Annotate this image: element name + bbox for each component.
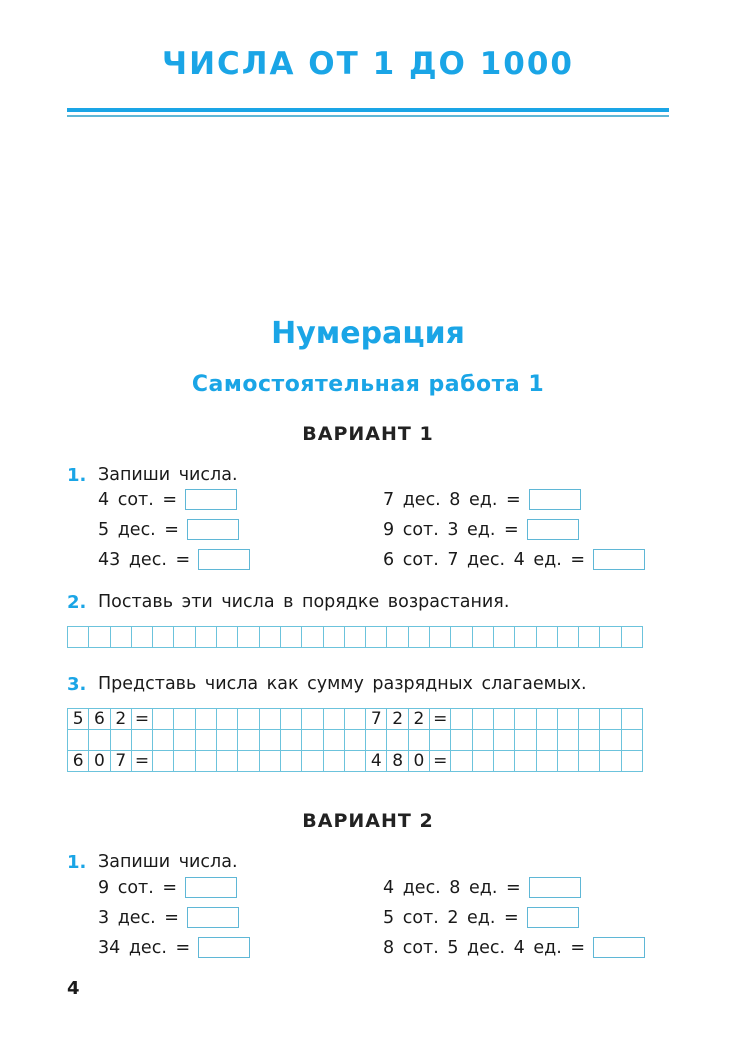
- expression-row: [383, 937, 645, 958]
- grid-cell[interactable]: [408, 627, 429, 648]
- grid-cell[interactable]: [153, 751, 174, 772]
- grid-cell[interactable]: =: [430, 751, 451, 772]
- grid-cell[interactable]: [451, 730, 472, 751]
- expression-row: [98, 907, 239, 928]
- expression-label: 34 дес. =: [98, 937, 191, 958]
- grid-cell[interactable]: [344, 709, 365, 730]
- expression-row: [98, 519, 239, 540]
- grid-cell[interactable]: [259, 751, 280, 772]
- grid-cell[interactable]: [600, 627, 621, 648]
- grid-cell[interactable]: =: [131, 751, 152, 772]
- grid-cell[interactable]: [515, 751, 536, 772]
- answer-box[interactable]: [529, 489, 581, 510]
- variant-1-heading: ВАРИАНТ 1: [302, 423, 434, 445]
- grid-cell[interactable]: 7: [110, 751, 131, 772]
- answer-box[interactable]: [527, 907, 579, 928]
- task-1-text: Запиши числа.: [98, 465, 238, 485]
- work-title: Самостоятельная работа 1: [191, 372, 545, 397]
- answer-box[interactable]: [529, 877, 581, 898]
- grid-cell[interactable]: [217, 627, 238, 648]
- grid-cell[interactable]: [472, 751, 493, 772]
- expression-row: [383, 907, 579, 928]
- expression-row: [98, 489, 237, 510]
- grid-cell[interactable]: [89, 627, 110, 648]
- grid-cell[interactable]: [68, 730, 89, 751]
- grid-cell[interactable]: [280, 730, 301, 751]
- expression-label: 4 сот. =: [98, 489, 178, 510]
- grid-cell[interactable]: 2: [110, 709, 131, 730]
- grid-cell[interactable]: 4: [366, 751, 387, 772]
- grid-cell[interactable]: [131, 627, 152, 648]
- header-rule-thick: [67, 108, 669, 112]
- grid-cell[interactable]: [280, 709, 301, 730]
- grid-cell[interactable]: [174, 751, 195, 772]
- grid-cell[interactable]: [302, 751, 323, 772]
- header-rule-thin: [67, 115, 669, 117]
- task-1-text: Запиши числа.: [98, 852, 238, 872]
- grid-cell[interactable]: [536, 627, 557, 648]
- chapter-title: ЧИСЛА ОТ 1 ДО 1000: [162, 46, 574, 82]
- page-number: 4: [67, 978, 80, 999]
- grid-cell[interactable]: [153, 709, 174, 730]
- grid-cell[interactable]: [302, 627, 323, 648]
- variant-2-heading: ВАРИАНТ 2: [302, 810, 434, 832]
- grid-cell[interactable]: [344, 730, 365, 751]
- grid-cell[interactable]: [323, 709, 344, 730]
- grid-cell[interactable]: [579, 627, 600, 648]
- expression-label: 6 сот. 7 дес. 4 ед. =: [383, 549, 586, 570]
- grid-cell[interactable]: [557, 709, 578, 730]
- grid-cell[interactable]: [259, 709, 280, 730]
- ordering-answer-grid[interactable]: [67, 626, 643, 648]
- grid-cell[interactable]: [217, 709, 238, 730]
- grid-cell[interactable]: 7: [366, 709, 387, 730]
- expression-label: 3 дес. =: [98, 907, 179, 928]
- grid-cell[interactable]: [451, 709, 472, 730]
- grid-cell[interactable]: [302, 730, 323, 751]
- expression-row: [98, 549, 250, 570]
- grid-cell[interactable]: 0: [89, 751, 110, 772]
- grid-cell[interactable]: =: [430, 709, 451, 730]
- answer-box[interactable]: [527, 519, 579, 540]
- expression-row: [383, 549, 645, 570]
- task-3-number: 3.: [67, 674, 87, 695]
- grid-cell[interactable]: [195, 709, 216, 730]
- grid-cell[interactable]: [430, 730, 451, 751]
- grid-cell[interactable]: [323, 730, 344, 751]
- grid-cell[interactable]: [557, 751, 578, 772]
- grid-cell[interactable]: [579, 709, 600, 730]
- grid-cell[interactable]: [195, 751, 216, 772]
- grid-cell[interactable]: 6: [68, 751, 89, 772]
- grid-cell[interactable]: [153, 730, 174, 751]
- grid-cell[interactable]: [515, 709, 536, 730]
- grid-cell[interactable]: [174, 730, 195, 751]
- grid-row: [68, 751, 643, 772]
- expression-row: [98, 877, 237, 898]
- grid-cell[interactable]: [323, 627, 344, 648]
- expression-label: 9 сот. 3 ед. =: [383, 519, 519, 540]
- grid-cell[interactable]: [430, 627, 451, 648]
- grid-cell[interactable]: [174, 709, 195, 730]
- grid-cell[interactable]: [451, 751, 472, 772]
- grid-cell[interactable]: =: [131, 709, 152, 730]
- grid-cell[interactable]: [153, 627, 174, 648]
- grid-cell[interactable]: [621, 751, 642, 772]
- grid-cell[interactable]: [557, 627, 578, 648]
- expression-label: 5 сот. 2 ед. =: [383, 907, 519, 928]
- place-value-answer-grid[interactable]: [67, 708, 643, 772]
- expression-row: [383, 877, 581, 898]
- answer-box[interactable]: [187, 907, 239, 928]
- expression-label: 5 дес. =: [98, 519, 179, 540]
- grid-cell[interactable]: [366, 627, 387, 648]
- answer-box[interactable]: [187, 519, 239, 540]
- answer-box[interactable]: [185, 489, 237, 510]
- grid-cell[interactable]: 2: [408, 709, 429, 730]
- grid-cell[interactable]: [238, 751, 259, 772]
- expression-label: 7 дес. 8 ед. =: [383, 489, 521, 510]
- grid-cell[interactable]: [515, 627, 536, 648]
- grid-cell[interactable]: [536, 730, 557, 751]
- grid-cell[interactable]: [493, 627, 514, 648]
- expression-row: [383, 489, 581, 510]
- grid-cell[interactable]: [259, 730, 280, 751]
- answer-box[interactable]: [185, 877, 237, 898]
- grid-cell[interactable]: [387, 730, 408, 751]
- expression-label: 4 дес. 8 ед. =: [383, 877, 521, 898]
- answer-box[interactable]: [593, 549, 645, 570]
- grid-cell[interactable]: [238, 709, 259, 730]
- grid-cell[interactable]: [600, 709, 621, 730]
- answer-box[interactable]: [198, 937, 250, 958]
- task-3-text: Представь числа как сумму разрядных слагаемых.: [98, 674, 587, 694]
- grid-cell[interactable]: [238, 627, 259, 648]
- grid-cell[interactable]: [366, 730, 387, 751]
- grid-cell[interactable]: [579, 751, 600, 772]
- task-2-text: Поставь эти числа в порядке возрастания.: [98, 592, 510, 612]
- task-1-number: 1.: [67, 852, 87, 873]
- grid-cell[interactable]: [89, 730, 110, 751]
- grid-row: [68, 627, 643, 648]
- grid-row: [68, 709, 643, 730]
- grid-cell[interactable]: [472, 627, 493, 648]
- grid-cell[interactable]: [110, 627, 131, 648]
- grid-cell[interactable]: [280, 627, 301, 648]
- section-title: Нумерация: [271, 316, 465, 351]
- grid-cell[interactable]: [515, 730, 536, 751]
- grid-cell[interactable]: 5: [68, 709, 89, 730]
- grid-cell[interactable]: [131, 730, 152, 751]
- grid-cell[interactable]: [472, 709, 493, 730]
- grid-cell[interactable]: [579, 730, 600, 751]
- grid-cell[interactable]: 8: [387, 751, 408, 772]
- grid-cell[interactable]: [493, 709, 514, 730]
- task-1-number: 1.: [67, 465, 87, 486]
- grid-cell[interactable]: [536, 751, 557, 772]
- grid-cell[interactable]: [217, 730, 238, 751]
- expression-label: 9 сот. =: [98, 877, 178, 898]
- grid-cell[interactable]: [621, 627, 642, 648]
- grid-cell[interactable]: [493, 751, 514, 772]
- expression-row: [383, 519, 579, 540]
- grid-cell[interactable]: [217, 751, 238, 772]
- grid-cell[interactable]: [110, 730, 131, 751]
- expression-label: 8 сот. 5 дес. 4 ед. =: [383, 937, 586, 958]
- grid-cell[interactable]: [68, 627, 89, 648]
- grid-cell[interactable]: [174, 627, 195, 648]
- grid-cell[interactable]: [493, 730, 514, 751]
- grid-cell[interactable]: [600, 730, 621, 751]
- grid-cell[interactable]: [536, 709, 557, 730]
- grid-cell[interactable]: [302, 709, 323, 730]
- grid-cell[interactable]: 6: [89, 709, 110, 730]
- expression-label: 43 дес. =: [98, 549, 191, 570]
- answer-box[interactable]: [593, 937, 645, 958]
- task-2-number: 2.: [67, 592, 87, 613]
- answer-box[interactable]: [198, 549, 250, 570]
- grid-cell[interactable]: [259, 627, 280, 648]
- grid-cell[interactable]: 2: [387, 709, 408, 730]
- grid-cell[interactable]: [408, 730, 429, 751]
- grid-cell[interactable]: [472, 730, 493, 751]
- expression-row: [98, 937, 250, 958]
- grid-cell[interactable]: [557, 730, 578, 751]
- grid-row: [68, 730, 643, 751]
- grid-cell[interactable]: [195, 627, 216, 648]
- grid-cell[interactable]: [387, 627, 408, 648]
- grid-cell[interactable]: [344, 751, 365, 772]
- grid-cell[interactable]: [451, 627, 472, 648]
- grid-cell[interactable]: [344, 627, 365, 648]
- grid-cell[interactable]: [323, 751, 344, 772]
- grid-cell[interactable]: [621, 709, 642, 730]
- grid-cell[interactable]: [238, 730, 259, 751]
- grid-cell[interactable]: 0: [408, 751, 429, 772]
- grid-cell[interactable]: [621, 730, 642, 751]
- grid-cell[interactable]: [280, 751, 301, 772]
- grid-cell[interactable]: [600, 751, 621, 772]
- grid-cell[interactable]: [195, 730, 216, 751]
